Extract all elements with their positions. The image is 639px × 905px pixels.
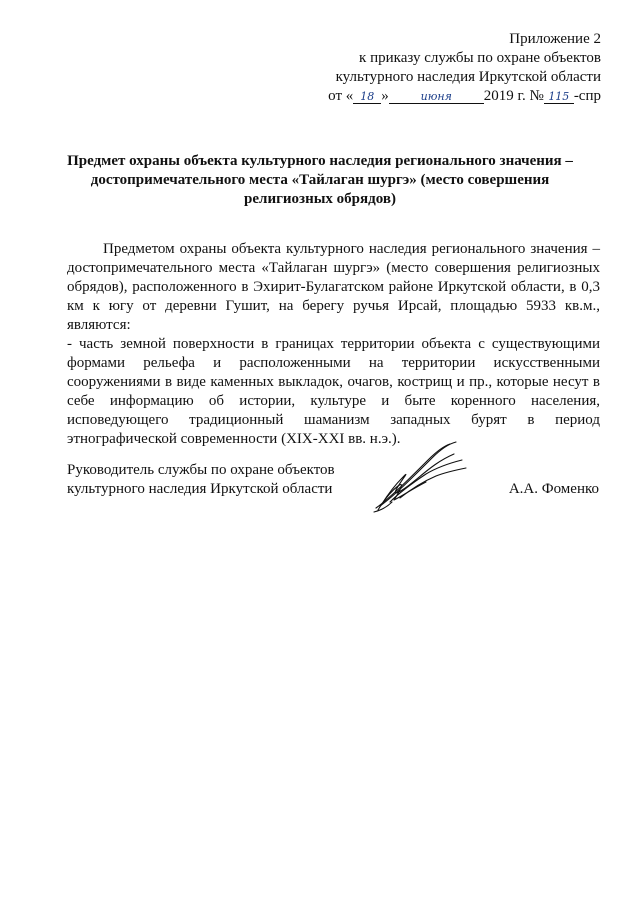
document-body: [67, 240, 600, 449]
body-paragraph-intro: Предметом охраны объекта культурного наследия регионального значения – достопримечательного места «Тайлаган шургэ» (место совершения религиозных обрядов), расположенного в Эхирит-Булагатском районе Иркутской области, в 0,3 км к югу от деревни Гушит, на берегу ручья Ирсай, площадью 5933 кв.м., являются:: [67, 241, 600, 333]
order-day-field: [353, 90, 381, 104]
handwritten-signature: [370, 438, 470, 516]
title-line-1: Предмет охраны объекта культурного наследия регионального значения –: [67, 153, 573, 169]
title-line-2: достопримечательного места «Тайлаган шургэ» (место совершения: [90, 172, 550, 188]
signatory-position: [67, 461, 335, 499]
appendix-number: Приложение 2: [509, 31, 601, 47]
order-date-line: [328, 87, 601, 106]
order-number-handwritten: 115: [548, 90, 570, 103]
date-mid: »: [381, 88, 389, 104]
signatory-position-line-2: культурного наследия Иркутской области: [67, 481, 333, 497]
order-number-suffix: -спр: [573, 88, 601, 104]
order-year-text: 2019 г. №: [483, 88, 544, 104]
order-month-field: [389, 90, 484, 104]
appendix-order-ref: к приказу службы по охране объектов: [359, 50, 601, 66]
date-prefix: от «: [328, 88, 354, 104]
document-title: [60, 152, 580, 209]
order-month-handwritten: июня: [420, 90, 452, 103]
signatory-position-line-1: Руководитель службы по охране объектов: [67, 462, 335, 478]
signatory-name: А.А. Фоменко: [508, 481, 599, 497]
order-day-handwritten: 18: [360, 90, 375, 103]
appendix-header: [328, 30, 601, 106]
order-number-field: [544, 90, 574, 104]
body-paragraph-item: - часть земной поверхности в границах территории объекта с существующими формами рельефа и расположенными на территории искусственными сооружениями в виде каменных выкладок, очагов, кострищ и пр., которые несут в себе информацию об истории, культуре и быте коренного населения, исповедующего традиционный шаманизм западных бурят в период этнографической современности (XIX-XXI вв. н.э.).: [67, 336, 600, 447]
title-line-3: религиозных обрядов): [244, 191, 396, 207]
appendix-issuer: культурного наследия Иркутской области: [335, 69, 601, 85]
